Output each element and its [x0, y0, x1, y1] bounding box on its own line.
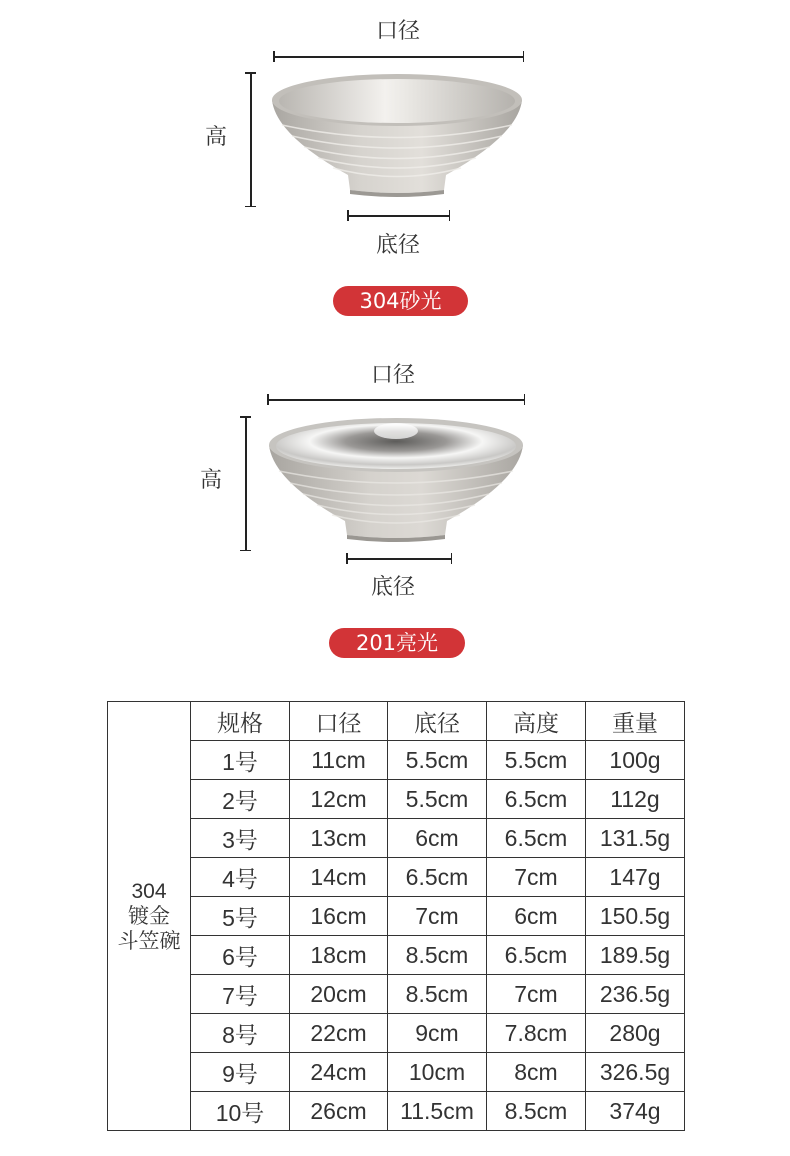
- table-row: [108, 975, 685, 1014]
- table-row: [108, 819, 685, 858]
- cell-weight: 374g: [586, 1092, 685, 1131]
- cell-weight: 280g: [586, 1014, 685, 1053]
- cell-base-diameter: 6.5cm: [388, 858, 487, 897]
- cell-mouth-diameter: 18cm: [290, 936, 388, 975]
- cell-size: 4号: [191, 858, 290, 897]
- table-header-row: [108, 702, 685, 741]
- cell-base-diameter: 11.5cm: [388, 1092, 487, 1131]
- cell-weight: 150.5g: [586, 897, 685, 936]
- size-spec-table: [107, 701, 685, 1131]
- cell-weight: 189.5g: [586, 936, 685, 975]
- cell-size: 9号: [191, 1053, 290, 1092]
- product-name-cell: [108, 702, 191, 1131]
- table-row: [108, 1092, 685, 1131]
- cell-mouth-diameter: 22cm: [290, 1014, 388, 1053]
- cell-height: 6cm: [487, 897, 586, 936]
- cell-size: 10号: [191, 1092, 290, 1131]
- header-base-diameter: 底径: [388, 702, 487, 741]
- height-label: 高: [204, 125, 227, 150]
- cell-weight: 326.5g: [586, 1053, 685, 1092]
- header-size: 规格: [191, 702, 290, 741]
- table-row: [108, 780, 685, 819]
- cell-base-diameter: 7cm: [388, 897, 487, 936]
- bowl-image-polished: [265, 415, 527, 545]
- header-mouth-diameter: 口径: [290, 702, 388, 741]
- header-weight: 重量: [586, 702, 685, 741]
- product-name-line: 304: [131, 879, 167, 903]
- cell-height: 8cm: [487, 1053, 586, 1092]
- cell-height: 6.5cm: [487, 819, 586, 858]
- height-line: [245, 416, 247, 551]
- cell-height: 5.5cm: [487, 741, 586, 780]
- height-line: [250, 72, 252, 207]
- material-badge-201: 201亮光: [329, 628, 465, 658]
- table-row: [108, 1053, 685, 1092]
- table-row: [108, 936, 685, 975]
- cell-mouth-diameter: 13cm: [290, 819, 388, 858]
- cell-size: 7号: [191, 975, 290, 1014]
- cell-mouth-diameter: 14cm: [290, 858, 388, 897]
- table-row: [108, 858, 685, 897]
- cell-base-diameter: 8.5cm: [388, 975, 487, 1014]
- base-diameter-label: 底径: [370, 575, 415, 600]
- cell-base-diameter: 10cm: [388, 1053, 487, 1092]
- cell-mouth-diameter: 26cm: [290, 1092, 388, 1131]
- header-height: 高度: [487, 702, 586, 741]
- base-diameter-label: 底径: [375, 233, 420, 258]
- cell-weight: 112g: [586, 780, 685, 819]
- mouth-diameter-line: [267, 399, 525, 401]
- cell-size: 8号: [191, 1014, 290, 1053]
- mouth-diameter-label: 口径: [370, 363, 415, 388]
- bowl-image-brushed: [268, 70, 526, 200]
- cell-base-diameter: 5.5cm: [388, 741, 487, 780]
- cell-size: 6号: [191, 936, 290, 975]
- cell-height: 6.5cm: [487, 780, 586, 819]
- cell-height: 7cm: [487, 858, 586, 897]
- table-row: [108, 741, 685, 780]
- mouth-diameter-line: [273, 56, 524, 58]
- cell-height: 6.5cm: [487, 936, 586, 975]
- cell-weight: 100g: [586, 741, 685, 780]
- material-badge-304: 304砂光: [333, 286, 468, 316]
- table-row: [108, 897, 685, 936]
- mouth-diameter-label: 口径: [375, 19, 420, 44]
- cell-height: 7cm: [487, 975, 586, 1014]
- table-row: [108, 1014, 685, 1053]
- cell-base-diameter: 8.5cm: [388, 936, 487, 975]
- cell-mouth-diameter: 12cm: [290, 780, 388, 819]
- height-label: 高: [199, 468, 222, 493]
- cell-size: 2号: [191, 780, 290, 819]
- cell-weight: 236.5g: [586, 975, 685, 1014]
- base-diameter-line: [346, 558, 452, 560]
- cell-mouth-diameter: 11cm: [290, 741, 388, 780]
- cell-mouth-diameter: 20cm: [290, 975, 388, 1014]
- product-name-line: 镀金: [128, 904, 170, 928]
- cell-base-diameter: 5.5cm: [388, 780, 487, 819]
- cell-mouth-diameter: 16cm: [290, 897, 388, 936]
- cell-size: 5号: [191, 897, 290, 936]
- cell-base-diameter: 9cm: [388, 1014, 487, 1053]
- cell-height: 8.5cm: [487, 1092, 586, 1131]
- cell-weight: 147g: [586, 858, 685, 897]
- cell-weight: 131.5g: [586, 819, 685, 858]
- base-diameter-line: [347, 215, 450, 217]
- cell-base-diameter: 6cm: [388, 819, 487, 858]
- product-name-line: 斗笠碗: [117, 929, 181, 953]
- cell-size: 1号: [191, 741, 290, 780]
- cell-size: 3号: [191, 819, 290, 858]
- cell-mouth-diameter: 24cm: [290, 1053, 388, 1092]
- cell-height: 7.8cm: [487, 1014, 586, 1053]
